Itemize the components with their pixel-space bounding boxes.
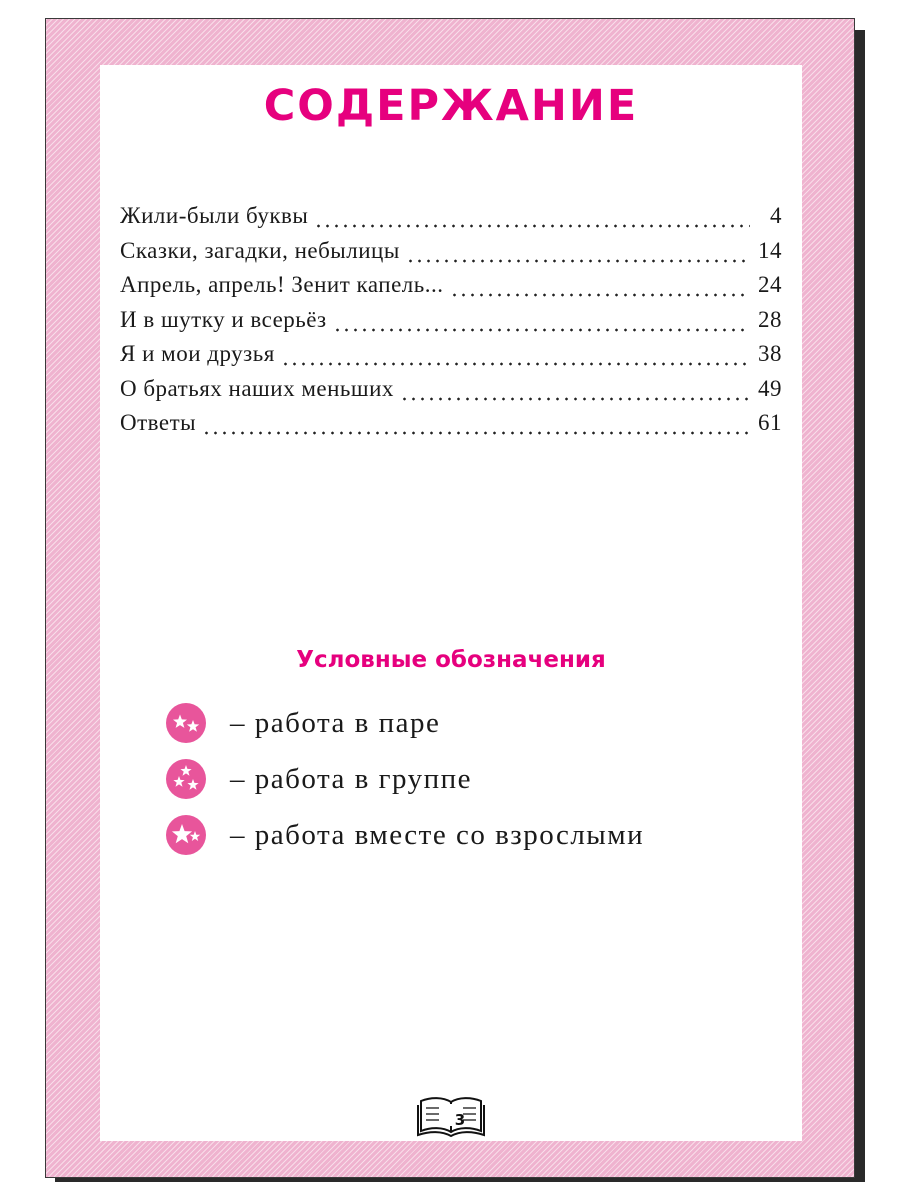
legend-title: Условные обозначения <box>296 647 606 673</box>
toc-leader-dots <box>202 431 750 435</box>
toc-entry-page: 28 <box>758 306 782 332</box>
book-page <box>45 18 855 1178</box>
toc-entry-page: 14 <box>758 237 782 263</box>
toc-entry[interactable] <box>120 307 782 342</box>
toc-leader-dots <box>333 328 750 332</box>
toc-entry-page: 4 <box>770 203 782 228</box>
toc-entry-page: 61 <box>758 410 782 435</box>
toc-entry-label: Ответы <box>120 410 197 435</box>
toc-leader-dots <box>314 224 750 228</box>
toc-entry[interactable] <box>120 376 782 411</box>
toc-entry-label: О братьях наших меньших <box>120 375 394 401</box>
legend-item-text: – работа вместе со взрослыми <box>230 818 645 851</box>
page-title: СОДЕРЖАНИЕ <box>263 81 639 131</box>
toc-entry-label: Апрель, апрель! Зенит капель... <box>120 272 444 297</box>
toc-leader-dots <box>281 362 750 366</box>
two-stars-icon <box>166 703 206 743</box>
toc-entry[interactable] <box>120 238 782 273</box>
toc-entry[interactable] <box>120 272 782 307</box>
three-stars-icon <box>166 759 206 799</box>
toc-entry-label: И в шутку и всерьёз <box>120 306 327 332</box>
toc-entry[interactable] <box>120 410 782 445</box>
toc-leader-dots <box>450 293 750 297</box>
toc-leader-dots <box>406 259 750 263</box>
toc-entry-label: Сказки, загадки, небылицы <box>120 237 400 263</box>
toc-entry[interactable] <box>120 203 782 238</box>
page-number: 3 <box>454 1111 466 1129</box>
toc-entry-page: 49 <box>758 375 782 401</box>
big-small-star-icon <box>166 815 206 855</box>
legend-item-text: – работа в группе <box>230 762 473 795</box>
toc-entry-label: Я и мои друзья <box>120 341 275 366</box>
table-of-contents <box>120 203 782 445</box>
toc-entry-page: 24 <box>758 272 782 297</box>
toc-entry-page: 38 <box>758 341 782 366</box>
legend-item-text: – работа в паре <box>230 706 441 739</box>
content-area <box>100 65 802 1141</box>
legend-item-pair <box>166 695 786 751</box>
toc-entry-label: Жили-были буквы <box>120 203 309 228</box>
toc-entry[interactable] <box>120 341 782 376</box>
legend-item-adults <box>166 807 786 863</box>
toc-leader-dots <box>400 397 750 401</box>
legend-list <box>166 695 786 863</box>
legend-item-group <box>166 751 786 807</box>
